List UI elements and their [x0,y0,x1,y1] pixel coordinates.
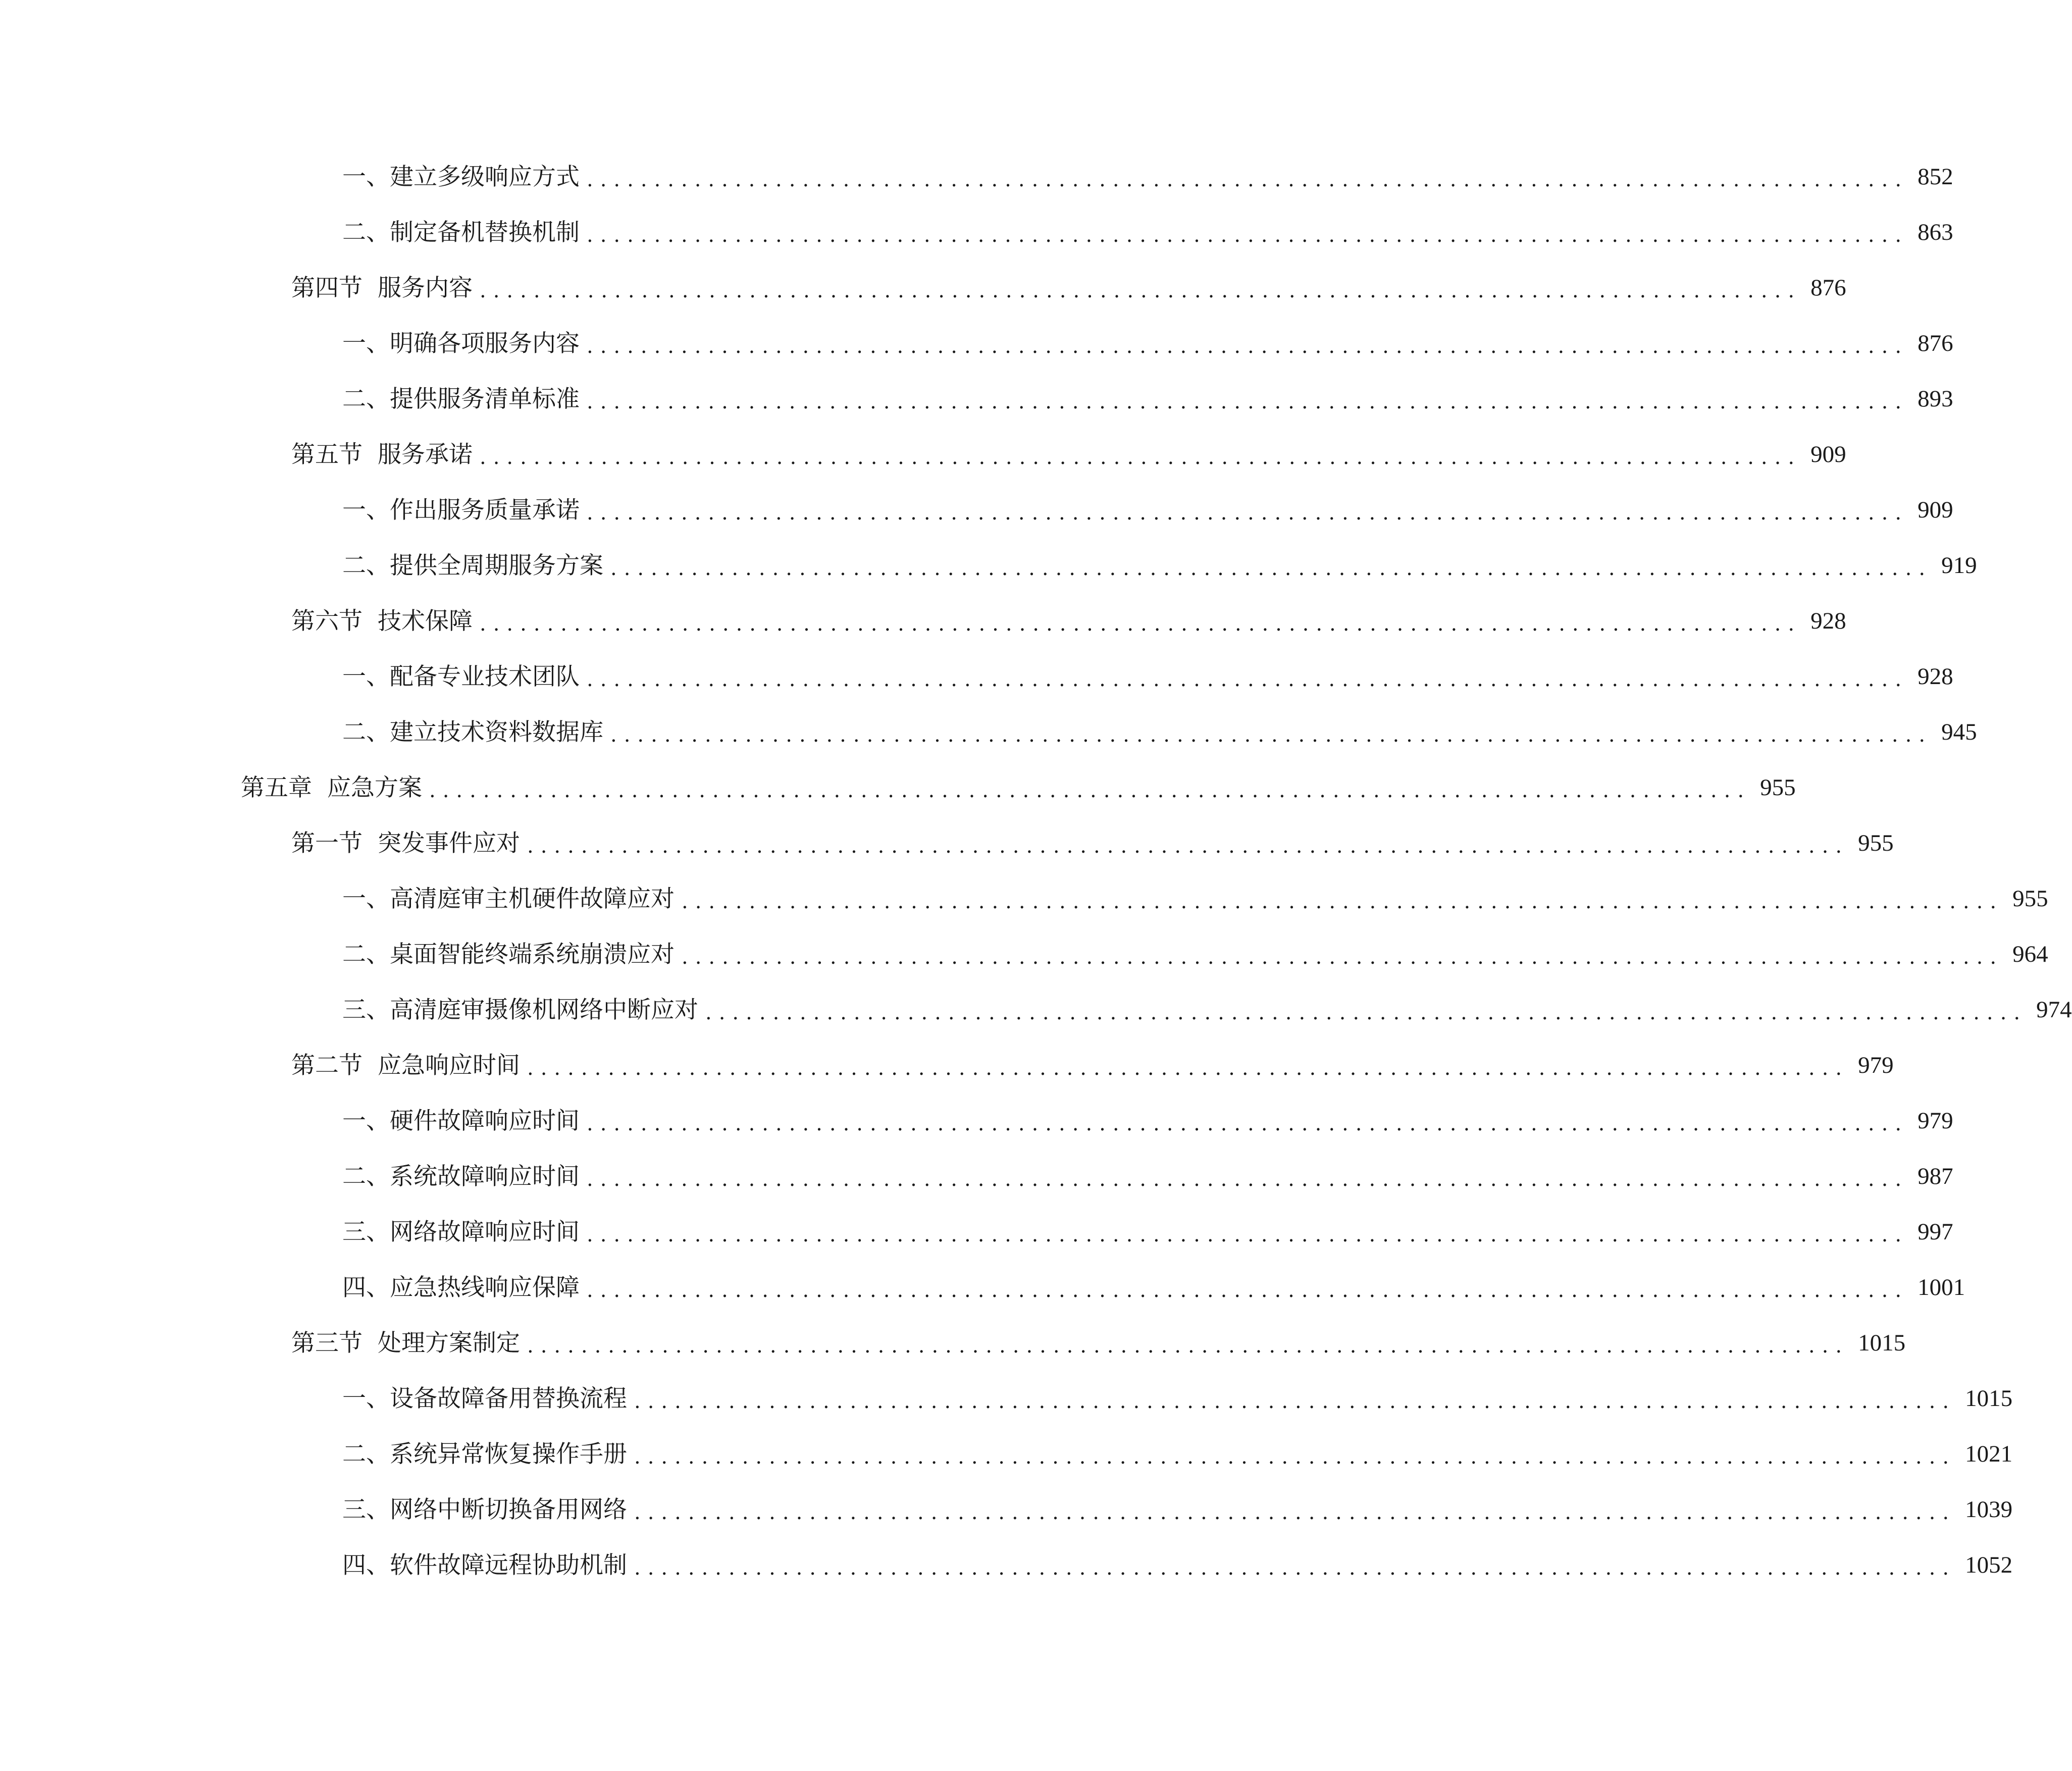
entry-title: 应急方案 [327,773,422,802]
page-number: 893 [1918,385,1953,412]
toc-entry[interactable] [342,1482,2013,1537]
page-number: 955 [1858,829,1894,856]
entry-title: 硬件故障响应时间 [390,1107,580,1135]
entry-number: 一、 [342,1107,390,1135]
entry-number: 二、 [342,1440,390,1468]
entry-number: 第五章 [241,773,312,802]
toc-entry[interactable] [291,260,1846,316]
entry-title: 应急响应时间 [378,1051,520,1079]
toc-entry[interactable] [342,482,1953,538]
entry-number: 第六节 [291,607,362,635]
toc-entry[interactable] [342,371,1953,427]
toc-entry[interactable] [342,316,1953,371]
entry-number: 一、 [342,884,390,913]
entry-title: 软件故障远程协助机制 [390,1551,627,1579]
toc-entry[interactable] [342,871,2048,926]
entry-number: 三、 [342,1218,390,1246]
dot-leader: .................................................................................................. [634,1390,1956,1413]
entry-number: 一、 [342,163,390,191]
entry-title: 应急热线响应保障 [390,1273,580,1301]
dot-leader: .................................................................................................. [587,224,1909,247]
toc-entry[interactable] [342,1204,1953,1260]
dot-leader: .................................................................................................. [682,946,2004,969]
dot-leader: .................................................................................................. [587,501,1909,525]
toc-entry[interactable] [342,926,2048,982]
entry-number: 一、 [342,496,390,524]
entry-number: 一、 [342,1384,390,1413]
toc-entry[interactable] [342,538,1977,593]
entry-title: 配备专业技术团队 [390,662,580,691]
toc-entry[interactable] [291,815,1894,871]
entry-title: 高清庭审摄像机网络中断应对 [390,996,698,1024]
entry-title: 处理方案制定 [378,1329,520,1357]
entry-number: 第三节 [291,1329,362,1357]
entry-title: 建立多级响应方式 [390,163,580,191]
dot-leader: .................................................................................................. [480,279,1802,302]
page-number: 909 [1918,496,1953,523]
entry-number: 三、 [342,996,390,1024]
entry-number: 二、 [342,385,390,413]
entry-title: 服务承诺 [378,440,473,468]
toc-entry[interactable] [241,760,1796,815]
entry-title: 制定备机替换机制 [390,218,580,246]
page-number: 979 [1858,1052,1894,1078]
entry-number: 二、 [342,940,390,968]
dot-leader: .................................................................................................. [587,1112,1909,1135]
entry-number: 一、 [342,329,390,357]
entry-title: 突发事件应对 [378,829,520,857]
page-number: 997 [1918,1218,1953,1245]
page-number: 1001 [1918,1274,1965,1300]
toc-entry[interactable] [342,1149,1953,1204]
entry-title: 桌面智能终端系统崩溃应对 [390,940,675,968]
toc-entry[interactable] [342,704,1977,760]
toc-entry[interactable] [291,1037,1894,1093]
entry-title: 网络故障响应时间 [390,1218,580,1246]
dot-leader: .................................................................................................. [587,1279,1909,1302]
toc-entry[interactable] [291,593,1846,649]
dot-leader: .................................................................................................. [480,612,1802,636]
page-number: 955 [1760,774,1796,801]
entry-title: 服务内容 [378,274,473,302]
entry-number: 二、 [342,1162,390,1190]
page-number: 964 [2012,941,2048,967]
toc-entry[interactable] [342,149,1953,204]
dot-leader: .................................................................................................. [587,1223,1909,1246]
toc-entry[interactable] [342,204,1953,260]
entry-title: 建立技术资料数据库 [390,718,603,746]
dot-leader: .................................................................................................. [634,1556,1956,1580]
dot-leader: .................................................................................................. [587,1168,1909,1191]
dot-leader: .................................................................................................. [527,835,1849,858]
page-number: 1052 [1965,1551,2013,1578]
page-number: 1015 [1965,1385,2013,1412]
entry-number: 四、 [342,1551,390,1579]
page-number: 863 [1918,219,1953,245]
entry-number: 一、 [342,662,390,691]
entry-number: 第一节 [291,829,362,857]
dot-leader: .................................................................................................. [705,1001,2028,1024]
page-number: 876 [1918,330,1953,356]
entry-number: 二、 [342,551,390,580]
entry-title: 明确各项服务内容 [390,329,580,357]
toc-entry[interactable] [291,427,1846,482]
entry-title: 提供服务清单标准 [390,385,580,413]
dot-leader: .................................................................................................. [634,1445,1956,1469]
page-number: 1039 [1965,1496,2013,1523]
page-number: 928 [1810,607,1846,634]
page-number: 955 [2012,885,2048,912]
toc-entry[interactable] [342,649,1953,704]
dot-leader: .................................................................................................. [587,390,1909,413]
page-number: 1021 [1965,1440,2013,1467]
page-number: 928 [1918,663,1953,690]
entry-title: 系统异常恢复操作手册 [390,1440,627,1468]
dot-leader: .................................................................................................. [587,668,1909,691]
page-number: 909 [1810,441,1846,467]
page-number: 945 [1941,718,1977,745]
page-number: 1015 [1858,1329,1906,1356]
entry-title: 作出服务质量承诺 [390,496,580,524]
entry-title: 网络中断切换备用网络 [390,1495,627,1524]
dot-leader: .................................................................................................. [587,168,1909,191]
page-number: 974 [2036,996,2072,1023]
entry-title: 系统故障响应时间 [390,1162,580,1190]
dot-leader: .................................................................................................. [480,446,1802,469]
dot-leader: .................................................................................................. [527,1057,1849,1080]
entry-title: 提供全周期服务方案 [390,551,603,580]
toc-entry[interactable] [342,1093,1953,1149]
entry-number: 三、 [342,1495,390,1524]
entry-title: 技术保障 [378,607,473,635]
entry-number: 二、 [342,218,390,246]
toc-entry[interactable] [342,1537,2013,1593]
entry-number: 四、 [342,1273,390,1301]
entry-number: 第五节 [291,440,362,468]
page-number: 852 [1918,163,1953,190]
dot-leader: .................................................................................................. [610,723,1933,747]
entry-number: 第二节 [291,1051,362,1079]
entry-number: 二、 [342,718,390,746]
dot-leader: .................................................................................................. [682,890,2004,913]
toc-entry[interactable] [342,1371,2013,1426]
entry-title: 设备故障备用替换流程 [390,1384,627,1413]
dot-leader: .................................................................................................. [587,335,1909,358]
page-number: 876 [1810,274,1846,301]
entry-number: 第四节 [291,274,362,302]
dot-leader: .................................................................................................. [527,1334,1849,1358]
toc-entry[interactable] [342,1426,2013,1482]
page-number: 919 [1941,552,1977,579]
toc-entry[interactable] [342,982,2072,1037]
page-number: 987 [1918,1163,1953,1189]
page-number: 979 [1918,1107,1953,1134]
dot-leader: .................................................................................................. [610,557,1933,580]
dot-leader: .................................................................................................. [429,779,1751,802]
toc-entry[interactable] [342,1260,1965,1315]
dot-leader: .................................................................................................. [634,1501,1956,1524]
entry-title: 高清庭审主机硬件故障应对 [390,884,675,913]
toc-entry[interactable] [291,1315,1906,1371]
